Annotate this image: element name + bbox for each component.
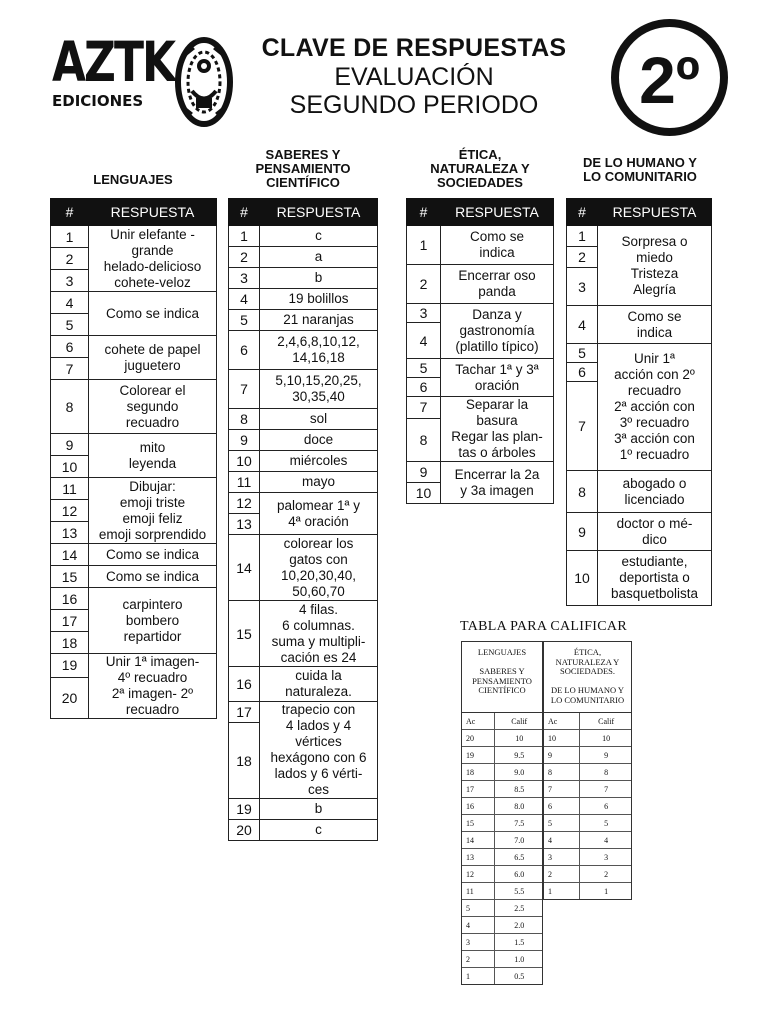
grading-aciertos: 18	[461, 764, 495, 780]
answer-cell: Unir 1ª acción con 2º recuadro 2ª acción con 3º recuadro 3ª acción con 1º recuadro	[598, 344, 712, 471]
question-number: 2	[51, 248, 89, 270]
question-number: 8	[51, 380, 89, 434]
grading-col-ac: Ac	[543, 713, 580, 729]
table-row	[407, 397, 554, 419]
table-row	[229, 409, 378, 430]
answer-cell: carpintero bombero repartidor	[89, 588, 217, 654]
question-number: 18	[229, 723, 260, 799]
grading-table-frame	[543, 641, 632, 900]
question-number: 16	[229, 667, 260, 702]
grading-calificacion: 2.5	[514, 903, 525, 913]
question-number: 4	[567, 306, 598, 344]
grading-calificacion: 7.0	[514, 835, 525, 845]
question-number: 4	[407, 323, 441, 359]
answer-cell: Encerrar oso panda	[441, 265, 554, 304]
question-number: 13	[51, 522, 89, 544]
table-row	[229, 493, 378, 514]
answer-cell: abogado o licenciado	[598, 471, 712, 513]
table-row	[51, 478, 217, 500]
grading-aciertos: 10	[543, 730, 580, 746]
question-number: 3	[51, 270, 89, 292]
table-row	[407, 226, 554, 265]
table-row	[567, 471, 712, 513]
table-row	[567, 551, 712, 606]
answer-cell: cuida la naturaleza.	[260, 667, 378, 702]
question-number: 10	[51, 456, 89, 478]
table-row	[567, 306, 712, 344]
question-number: 5	[51, 314, 89, 336]
table-row	[229, 667, 378, 702]
grading-calificacion: 8.5	[514, 784, 525, 794]
question-number: 14	[51, 544, 89, 566]
grading-aciertos: 7	[543, 781, 580, 797]
grading-calificacion: 7	[604, 784, 609, 794]
question-number: 6	[407, 378, 441, 397]
question-number: 12	[51, 500, 89, 522]
grading-aciertos: 13	[461, 849, 495, 865]
page-subtitle-period: SEGUNDO PERIODO	[289, 91, 539, 119]
question-number: 16	[51, 588, 89, 610]
question-number: 15	[229, 601, 260, 667]
grading-aciertos: 4	[461, 917, 495, 933]
section-title-lenguajes: LENGUAJES	[93, 172, 173, 187]
answer-cell: colorear los gatos con 10,20,30,40, 50,60,70	[260, 535, 378, 601]
table-header-row	[407, 199, 554, 226]
grading-col-calif: Calif	[511, 716, 528, 726]
table-row	[229, 702, 378, 723]
grading-aciertos: 17	[461, 781, 495, 797]
answer-cell: Unir 1ª imagen- 4º recuadro 2ª imagen- 2º recuadro	[89, 654, 217, 719]
column-header-answer: RESPUESTA	[441, 199, 554, 226]
answer-cell: sol	[260, 409, 378, 430]
table-row	[407, 359, 554, 378]
table-row	[567, 344, 712, 363]
grade-badge	[611, 19, 728, 136]
column-header-answer: RESPUESTA	[598, 199, 712, 226]
grading-calificacion: 6.5	[514, 852, 525, 862]
answer-cell: palomear 1ª y 4ª oración	[260, 493, 378, 535]
table-row	[51, 566, 217, 588]
grading-calificacion: 1	[604, 886, 609, 896]
question-number: 1	[51, 226, 89, 248]
table-row	[229, 247, 378, 268]
question-number: 4	[229, 289, 260, 310]
answer-cell: Danza y gastronomía (platillo típico)	[441, 304, 554, 359]
answer-cell: cohete de papel juguetero	[89, 336, 217, 380]
table-row	[229, 331, 378, 370]
answer-table-etica	[406, 198, 554, 504]
column-header-answer: RESPUESTA	[260, 199, 378, 226]
answer-cell: Unir elefante - grande helado-delicioso cohete-veloz	[89, 226, 217, 292]
grading-column-header: LENGUAJES SABERES Y PENSAMIENTO CIENTÍFICO	[461, 641, 543, 713]
table-row	[407, 304, 554, 323]
table-row	[229, 268, 378, 289]
question-number: 5	[229, 310, 260, 331]
grading-aciertos: 19	[461, 747, 495, 763]
publisher-logo	[52, 31, 232, 126]
answer-cell: trapecio con 4 lados y 4 vértices hexágono con 6 lados y 6 vérti- ces	[260, 702, 378, 799]
question-number: 4	[51, 292, 89, 314]
question-number: 3	[567, 268, 598, 306]
question-number: 7	[407, 397, 441, 419]
question-number: 8	[567, 471, 598, 513]
section-title-humano: DE LO HUMANO Y LO COMUNITARIO	[583, 155, 697, 184]
question-number: 12	[229, 493, 260, 514]
question-number: 1	[407, 226, 441, 265]
question-number: 3	[407, 304, 441, 323]
answer-cell: Como se indica	[441, 226, 554, 265]
table-header-row	[567, 199, 712, 226]
question-number: 19	[229, 799, 260, 820]
question-number: 2	[229, 247, 260, 268]
grading-calificacion: 3	[604, 852, 609, 862]
answer-table-humano	[566, 198, 712, 606]
grading-aciertos: 1	[461, 968, 495, 984]
table-row	[567, 513, 712, 551]
grading-calificacion: 8.0	[514, 801, 525, 811]
page-title: CLAVE DE RESPUESTAS	[261, 34, 567, 62]
answer-cell: Colorear el segundo recuadro	[89, 380, 217, 434]
grading-calificacion: 7.5	[514, 818, 525, 828]
table-row	[229, 799, 378, 820]
question-number: 20	[229, 820, 260, 841]
question-number: 19	[51, 654, 89, 678]
answer-cell: Separar la basura Regar las plan- tas o árboles	[441, 397, 554, 462]
logo-text: AZTK	[52, 31, 175, 95]
grading-aciertos: 20	[461, 730, 495, 746]
answer-cell: estudiante, deportista o basquetbolista	[598, 551, 712, 606]
table-row	[51, 434, 217, 456]
grading-aciertos: 4	[543, 832, 580, 848]
grading-aciertos: 11	[461, 883, 495, 899]
column-header-num: #	[567, 199, 598, 226]
table-row	[51, 226, 217, 248]
answer-cell: doce	[260, 430, 378, 451]
answer-cell: Como se indica	[89, 292, 217, 336]
question-number: 10	[229, 451, 260, 472]
question-number: 11	[51, 478, 89, 500]
question-number: 2	[567, 247, 598, 268]
question-number: 17	[51, 610, 89, 632]
question-number: 9	[407, 462, 441, 483]
table-row	[229, 535, 378, 601]
answer-cell: 19 bolillos	[260, 289, 378, 310]
answer-cell: mayo	[260, 472, 378, 493]
grading-calificacion: 5.5	[514, 886, 525, 896]
answer-cell: c	[260, 226, 378, 247]
answer-cell: mito leyenda	[89, 434, 217, 478]
question-number: 14	[229, 535, 260, 601]
grading-calificacion: 10	[515, 733, 524, 743]
grading-aciertos: 12	[461, 866, 495, 882]
question-number: 7	[567, 382, 598, 471]
grading-aciertos: 2	[543, 866, 580, 882]
question-number: 2	[407, 265, 441, 304]
table-row	[229, 430, 378, 451]
question-number: 17	[229, 702, 260, 723]
grading-calificacion: 10	[602, 733, 611, 743]
answer-table-lenguajes	[50, 198, 217, 719]
grading-calificacion: 6.0	[514, 869, 525, 879]
table-row	[229, 601, 378, 667]
question-number: 13	[229, 514, 260, 535]
grading-calificacion: 9.0	[514, 767, 525, 777]
grading-calificacion: 2.0	[514, 920, 525, 930]
grading-calificacion: 6	[604, 801, 609, 811]
question-number: 6	[51, 336, 89, 358]
table-row	[51, 654, 217, 678]
table-row	[407, 265, 554, 304]
answer-cell: Dibujar: emoji triste emoji feliz emoji sorprendido	[89, 478, 217, 544]
grading-calificacion: 8	[604, 767, 609, 777]
question-number: 11	[229, 472, 260, 493]
table-row	[229, 310, 378, 331]
answer-cell: Tachar 1ª y 3ª oración	[441, 359, 554, 397]
question-number: 18	[51, 632, 89, 654]
grading-aciertos: 15	[461, 815, 495, 831]
answer-cell: 4 filas. 6 columnas. suma y multipli- cación es 24	[260, 601, 378, 667]
question-number: 7	[51, 358, 89, 380]
question-number: 8	[229, 409, 260, 430]
answer-cell: a	[260, 247, 378, 268]
table-row	[567, 226, 712, 247]
grading-aciertos: 8	[543, 764, 580, 780]
grading-aciertos: 3	[461, 934, 495, 950]
question-number: 1	[567, 226, 598, 247]
question-number: 10	[407, 483, 441, 504]
answer-cell: doctor o mé- dico	[598, 513, 712, 551]
question-number: 9	[51, 434, 89, 456]
answer-cell: miércoles	[260, 451, 378, 472]
answer-cell: Como se indica	[89, 544, 217, 566]
grading-calificacion: 0.5	[514, 971, 525, 981]
grading-calificacion: 9.5	[514, 750, 525, 760]
table-row	[51, 588, 217, 610]
question-number: 6	[567, 363, 598, 382]
table-row	[407, 462, 554, 483]
question-number: 5	[407, 359, 441, 378]
logo-subtext: EDICIONES	[52, 92, 144, 110]
question-number: 7	[229, 370, 260, 409]
answer-cell: Como se indica	[89, 566, 217, 588]
table-row	[51, 336, 217, 358]
column-header-num: #	[407, 199, 441, 226]
column-header-answer: RESPUESTA	[89, 199, 217, 226]
grading-column-header: ÉTICA, NATURALEZA Y SOCIEDADES. DE LO HUMANO Y LO COMUNITARIO	[543, 641, 632, 713]
answer-cell: 2,4,6,8,10,12, 14,16,18	[260, 331, 378, 370]
table-row	[229, 289, 378, 310]
answer-cell: Sorpresa o miedo Tristeza Alegría	[598, 226, 712, 306]
table-row	[51, 544, 217, 566]
question-number: 20	[51, 677, 89, 718]
answer-cell: c	[260, 820, 378, 841]
question-number: 10	[567, 551, 598, 606]
aztec-glyph-icon	[174, 36, 234, 128]
table-row	[229, 226, 378, 247]
grading-aciertos: 9	[543, 747, 580, 763]
table-row	[229, 472, 378, 493]
answer-cell: 21 naranjas	[260, 310, 378, 331]
grading-calificacion: 1.5	[514, 937, 525, 947]
grading-calificacion: 2	[604, 869, 609, 879]
grading-calificacion: 9	[604, 750, 609, 760]
section-title-etica: ÉTICA, NATURALEZA Y SOCIEDADES	[430, 147, 530, 190]
grading-calificacion: 5	[604, 818, 609, 828]
table-row	[229, 370, 378, 409]
answer-cell: Como se indica	[598, 306, 712, 344]
grading-table-left	[461, 641, 543, 993]
page-subtitle: EVALUACIÓN	[334, 63, 494, 91]
grading-aciertos: 5	[543, 815, 580, 831]
grading-aciertos: 2	[461, 951, 495, 967]
answer-cell: 5,10,15,20,25, 30,35,40	[260, 370, 378, 409]
grading-calificacion: 1.0	[514, 954, 525, 964]
answer-cell: b	[260, 268, 378, 289]
question-number: 3	[229, 268, 260, 289]
grading-aciertos: 5	[461, 900, 495, 916]
grading-col-ac: Ac	[461, 713, 495, 729]
table-header-row	[229, 199, 378, 226]
grading-calificacion: 4	[604, 835, 609, 845]
section-title-saberes: SABERES Y PENSAMIENTO CIENTÍFICO	[255, 147, 351, 190]
column-header-num: #	[51, 199, 89, 226]
grading-col-calif: Calif	[598, 716, 615, 726]
table-row	[51, 292, 217, 314]
grading-table-right	[543, 641, 632, 901]
grading-aciertos: 16	[461, 798, 495, 814]
grading-table-title: TABLA PARA CALIFICAR	[460, 619, 627, 634]
grading-table-frame	[461, 641, 543, 985]
grading-aciertos: 1	[543, 883, 580, 899]
question-number: 8	[407, 418, 441, 461]
grade-label: 2º	[639, 42, 700, 117]
table-row	[229, 451, 378, 472]
table-header-row	[51, 199, 217, 226]
question-number: 6	[229, 331, 260, 370]
question-number: 9	[567, 513, 598, 551]
question-number: 5	[567, 344, 598, 363]
column-header-num: #	[229, 199, 260, 226]
answer-cell: b	[260, 799, 378, 820]
grading-aciertos: 6	[543, 798, 580, 814]
grading-aciertos: 3	[543, 849, 580, 865]
question-number: 15	[51, 566, 89, 588]
question-number: 1	[229, 226, 260, 247]
table-row	[51, 380, 217, 434]
answer-table-saberes	[228, 198, 378, 841]
answer-cell: Encerrar la 2a y 3a imagen	[441, 462, 554, 504]
table-row	[229, 820, 378, 841]
question-number: 9	[229, 430, 260, 451]
grading-aciertos: 14	[461, 832, 495, 848]
